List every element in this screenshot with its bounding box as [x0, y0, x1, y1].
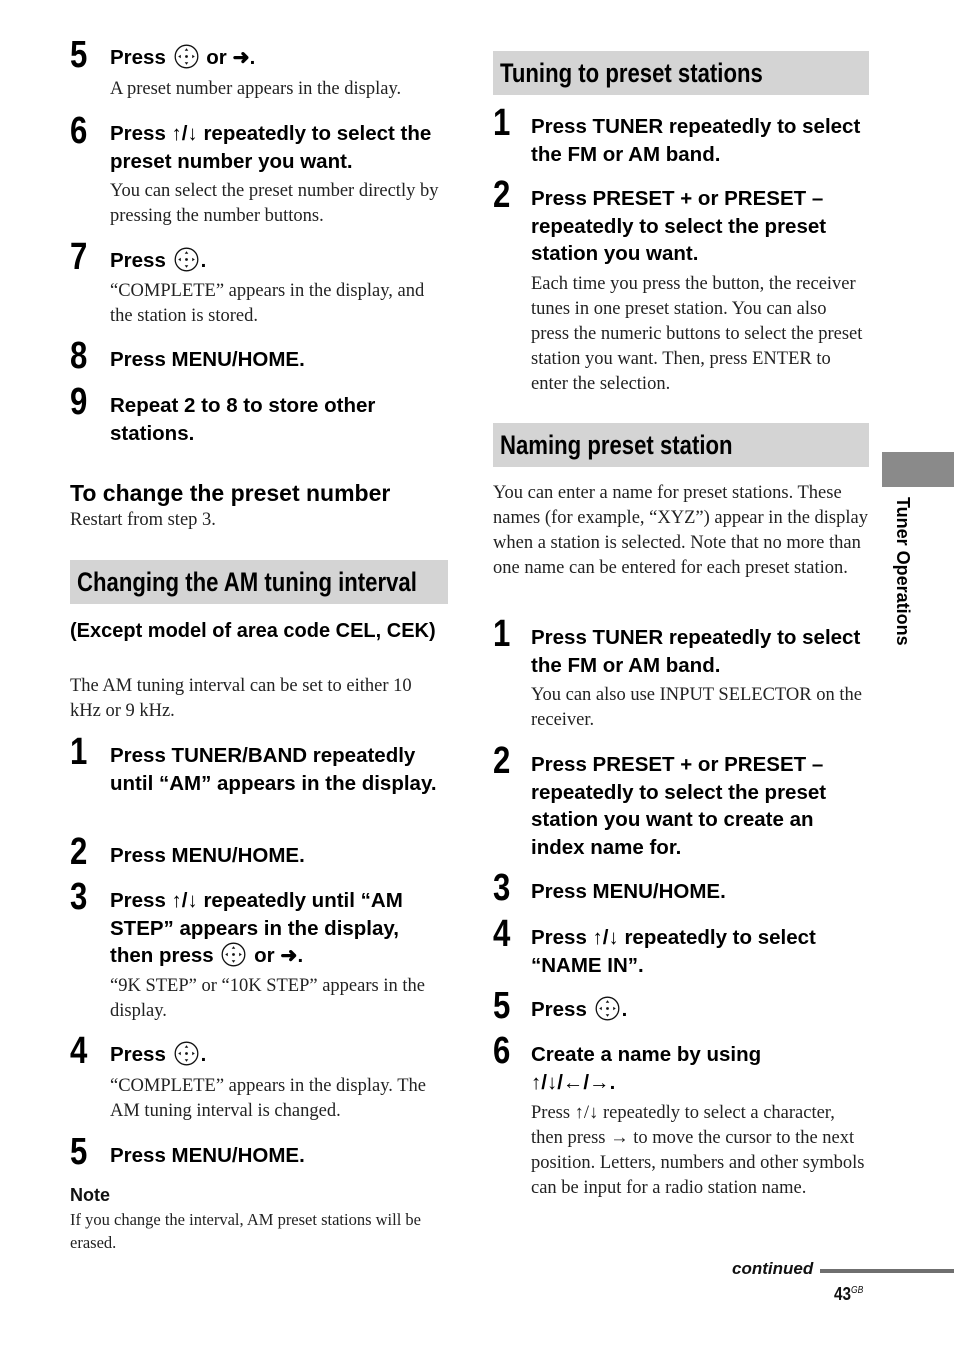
model-note: (Except model of area code CEL, CEK)	[70, 620, 436, 642]
heading-text: .	[297, 944, 304, 967]
step-heading	[110, 1041, 206, 1069]
step-heading: Press TUNER/BAND repeatedly until “AM” appears in the display.	[110, 744, 437, 795]
enter-button-icon	[221, 942, 246, 967]
heading-text: .	[249, 46, 256, 69]
heading-line: STEP” appears in the display,	[110, 916, 399, 940]
heading-text: Press	[531, 998, 593, 1021]
enter-button-icon	[174, 1041, 199, 1066]
enter-button-icon	[174, 247, 199, 272]
step-number: 8	[70, 335, 88, 377]
step-body: You can also use INPUT SELECTOR on the receiver.	[531, 685, 862, 730]
step-number: 6	[70, 110, 88, 152]
section-intro: The AM tuning interval can be set to either 10 kHz or 9 kHz.	[70, 676, 412, 721]
heading-text: .	[621, 998, 628, 1021]
step-heading: Press MENU/HOME.	[110, 348, 305, 371]
step-heading: Press MENU/HOME.	[531, 880, 726, 903]
heading-text: Press	[110, 249, 172, 272]
step-heading: Press PRESET + or PRESET – repeatedly to select the preset station you want to create an index name for.	[531, 753, 827, 859]
step-heading	[110, 247, 206, 275]
section-title-band	[493, 51, 869, 95]
heading-text: .	[200, 1043, 207, 1066]
page-number	[834, 1280, 863, 1305]
heading-line: Press ↑/↓ repeatedly until “AM	[110, 889, 403, 912]
step-body: Each time you press the button, the receiver tunes in one preset station. You can also press the numeric buttons to select the preset station you want. Then, press ENTER to enter the selection.	[531, 274, 863, 394]
step-number: 5	[493, 985, 511, 1027]
step-number: 4	[70, 1030, 88, 1072]
heading-text: .	[200, 249, 207, 272]
heading-text: then press	[110, 944, 220, 967]
heading-text: or	[248, 944, 281, 967]
step-body: You can select the preset number directly by pressing the number buttons.	[110, 181, 439, 226]
note-body: If you change the interval, AM preset stations will be erased.	[70, 1210, 421, 1252]
heading-line	[110, 942, 455, 970]
heading-text: Press	[110, 1043, 172, 1066]
heading-line: ↑/↓/←/→.	[531, 1070, 616, 1094]
heading-text: or	[200, 46, 233, 69]
section-title-band	[493, 423, 869, 467]
step-heading: Press PRESET + or PRESET – repeatedly to select the preset station you want.	[531, 187, 827, 265]
step-heading: Press MENU/HOME.	[110, 844, 305, 867]
right-arrow-icon: ➜	[280, 944, 298, 967]
section-title-band	[70, 560, 448, 604]
subsection-body: Restart from step 3.	[70, 510, 216, 530]
page-number-text: 43	[834, 1284, 852, 1304]
section-intro: You can enter a name for preset stations. These names (for example, “XYZ”) appear in the display when a station is selected. Note that no more than one name can be entered for each preset station.	[493, 483, 868, 578]
step-heading: Press TUNER repeatedly to select the FM or AM band.	[531, 626, 861, 677]
section-title: Tuning to preset stations	[500, 58, 763, 88]
right-arrow-icon: ➜	[232, 46, 250, 69]
section-title: Naming preset station	[500, 430, 733, 460]
step-heading: Repeat 2 to 8 to store other stations.	[110, 394, 376, 445]
step-number: 1	[70, 731, 88, 773]
step-heading: Press TUNER repeatedly to select the FM or AM band.	[531, 115, 861, 166]
step-number: 3	[493, 867, 511, 909]
side-tab-text: Tuner Operations	[893, 497, 913, 646]
page-suffix: GB	[851, 1285, 864, 1296]
step-number: 5	[70, 1131, 88, 1173]
step-number: 2	[493, 740, 511, 782]
continued-rule	[820, 1269, 954, 1273]
side-tab-marker	[882, 452, 954, 487]
section-title: Changing the AM tuning interval	[77, 567, 417, 597]
step-heading	[110, 44, 255, 72]
enter-button-icon	[595, 996, 620, 1021]
step-number: 5	[70, 34, 88, 76]
step-number: 2	[493, 174, 511, 216]
step-heading: Press ↑/↓ repeatedly to select the preset number you want.	[110, 122, 432, 173]
side-tab-label	[893, 497, 913, 677]
subsection-title: To change the preset number	[70, 480, 391, 506]
step-number: 6	[493, 1030, 511, 1072]
note-title: Note	[70, 1185, 110, 1205]
step-number: 7	[70, 236, 88, 278]
step-heading: Press ↑/↓ repeatedly to select “NAME IN”.	[531, 926, 816, 977]
step-heading	[110, 887, 455, 970]
enter-button-icon	[174, 44, 199, 69]
continued-label: continued	[732, 1259, 814, 1278]
heading-text: Press	[110, 46, 172, 69]
step-number: 2	[70, 831, 88, 873]
step-body: “COMPLETE” appears in the display. The AM tuning interval is changed.	[110, 1076, 426, 1121]
step-heading	[531, 996, 627, 1024]
step-heading	[531, 1041, 869, 1096]
step-body: A preset number appears in the display.	[110, 79, 402, 99]
step-number: 9	[70, 381, 88, 423]
step-number: 4	[493, 913, 511, 955]
step-number: 1	[493, 102, 511, 144]
step-body: Press ↑/↓ repeatedly to select a character, then press → to move the cursor to the next position. Letters, numbers and other symbols can be input for a radio station name.	[531, 1103, 865, 1198]
step-body: “COMPLETE” appears in the display, and the station is stored.	[110, 281, 425, 326]
heading-line: Create a name by using	[531, 1043, 762, 1066]
step-number: 3	[70, 876, 88, 918]
step-body: “9K STEP” or “10K STEP” appears in the display.	[110, 976, 425, 1021]
step-heading: Press MENU/HOME.	[110, 1144, 305, 1167]
step-number: 1	[493, 613, 511, 655]
